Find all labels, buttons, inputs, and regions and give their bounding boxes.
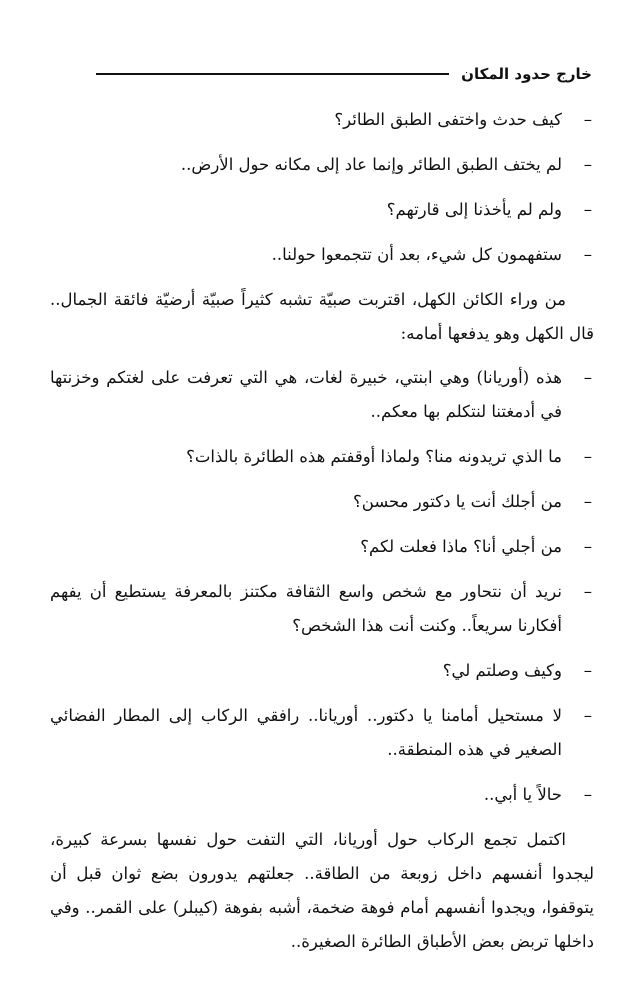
dialogue-dash: –: [583, 155, 592, 174]
page-body: [50, 103, 594, 969]
dialogue-dash: –: [583, 582, 592, 601]
narration-paragraph: اكتمل تجمع الركاب حول أوريانا، التي التفت حول نفسها بسرعة كبيرة، ليجدوا أنفسهم داخل زوبعة من الطاقة.. جعلتهم يدورون بضع ثوان قبل أن يتوقفوا، ويجدوا أنفسهم أمام فوهة ضخمة، أشبه بفوهة (كيبلر) على القمر.. وفي داخلها تربض بعض الأطباق الطائرة الصغيرة..: [50, 830, 594, 951]
dialogue-text: وكيف وصلتم لي؟: [442, 661, 562, 680]
dialogue-dash: –: [583, 785, 592, 804]
dialogue-text: ستفهمون كل شيء، بعد أن تتجمعوا حولنا..: [271, 245, 562, 264]
dialogue-line: [50, 361, 594, 429]
dialogue-line: [50, 778, 594, 812]
dialogue-line: [50, 238, 594, 272]
dialogue-line: [50, 699, 594, 767]
dialogue-text: لم يختف الطبق الطائر وإنما عاد إلى مكانه حول الأرض..: [180, 155, 562, 174]
dialogue-text: حالاً يا أبي..: [483, 785, 562, 804]
dialogue-text: نريد أن نتحاور مع شخص واسع الثقافة مكتنز بالمعرفة يستطيع أن يفهم أفكارنا سريعاً.. وكنت أنت هذا الشخص؟: [50, 582, 562, 635]
dialogue-dash: –: [583, 245, 592, 264]
dialogue-dash: –: [583, 110, 592, 129]
dialogue-dash: –: [583, 447, 592, 466]
dialogue-dash: –: [583, 200, 592, 219]
dialogue-line: [50, 148, 594, 182]
dialogue-dash: –: [583, 706, 592, 725]
dialogue-line: [50, 193, 594, 227]
dialogue-line: [50, 103, 594, 137]
dialogue-text: لا مستحيل أمامنا يا دكتور.. أوريانا.. رافقي الركاب إلى المطار الفضائي الصغير في هذه المنطقة..: [50, 706, 562, 759]
chapter-title: خارج حدود المكان: [461, 65, 592, 83]
dialogue-dash: –: [583, 492, 592, 511]
dialogue-line: [50, 440, 594, 474]
dialogue-dash: –: [583, 368, 592, 387]
dialogue-line: [50, 654, 594, 688]
dialogue-text: من أجلك أنت يا دكتور محسن؟: [353, 492, 562, 511]
dialogue-line: [50, 485, 594, 519]
dialogue-text: ولم لم يأخذنا إلى قارتهم؟: [386, 200, 562, 219]
dialogue-line: [50, 530, 594, 564]
narration-paragraph: من وراء الكائن الكهل، اقتربت صبيّة تشبه كثيراً صبيّة أرضيّة فائقة الجمال.. قال الكهل وهو يدفعها أمامه:: [50, 290, 594, 343]
dialogue-text: هذه (أوريانا) وهي ابنتي، خبيرة لغات، هي التي تعرفت على لغتكم وخزنتها في أدمغتنا لنتكلم بها معكم..: [50, 368, 562, 421]
dialogue-line: [50, 575, 594, 643]
header-rule: [96, 73, 449, 75]
dialogue-dash: –: [583, 661, 592, 680]
dialogue-text: كيف حدث واختفى الطبق الطائر؟: [334, 110, 562, 129]
running-header: [96, 60, 592, 88]
dialogue-text: من أجلي أنا؟ ماذا فعلت لكم؟: [360, 537, 562, 556]
dialogue-text: ما الذي تريدونه منا؟ ولماذا أوقفتم هذه الطائرة بالذات؟: [186, 447, 562, 466]
dialogue-dash: –: [583, 537, 592, 556]
